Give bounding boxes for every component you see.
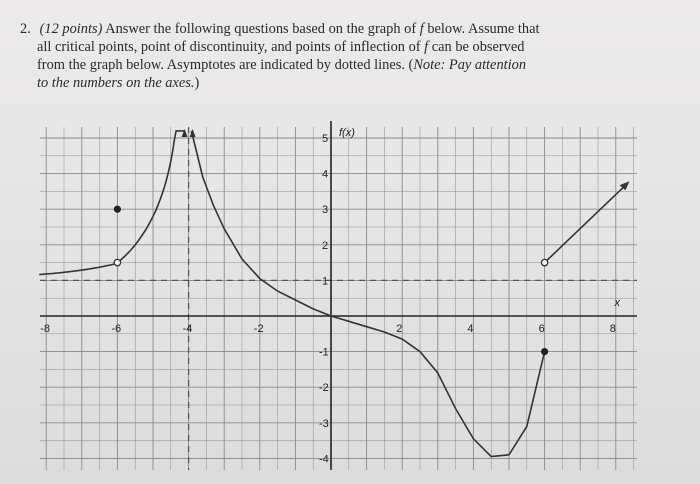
open-point [114, 259, 120, 265]
question-number: 2. [20, 21, 31, 37]
curve-left-branch [39, 131, 185, 275]
question-text-1: Answer the following questions based on the graph of [102, 21, 420, 37]
question-line2-a: all critical points, point of discontinuity, and points of inflection of [37, 39, 425, 55]
x-tick-label: 8 [609, 323, 616, 335]
y-tick-label: 1 [322, 275, 329, 288]
x-tick-label: -8 [40, 323, 50, 335]
closed-point [114, 206, 121, 213]
question-note: Note: Pay attention [413, 57, 527, 73]
closed-point [541, 348, 548, 355]
x-tick-label: -4 [182, 323, 193, 335]
asymptotes [40, 127, 637, 470]
graph-grid [40, 127, 637, 470]
function-f-2: f [424, 39, 429, 55]
x-tick-label: 4 [467, 323, 474, 335]
function-label: f(x) [339, 127, 355, 139]
y-tick-label: 3 [322, 204, 329, 217]
y-tick-label: 2 [322, 239, 329, 252]
x-tick-label: 6 [538, 323, 545, 335]
y-tick-label: 5 [322, 133, 329, 145]
curve-right-segment [545, 184, 627, 262]
asymptote-arrowhead-icon [190, 129, 196, 137]
question-line4: to the numbers on the axes. [37, 75, 195, 91]
y-tick-label: -3 [319, 417, 329, 430]
function-f-1: f [419, 21, 424, 37]
y-tick-label: -2 [319, 382, 329, 395]
question-line3-a: from the graph below. Asymptotes are indicated by dotted lines. ( [37, 57, 414, 73]
question-text-2: below. Assume that [423, 21, 540, 37]
question-line2-b: can be observed [428, 39, 525, 55]
curve-middle-branch [191, 131, 544, 457]
x-axis-label: x [614, 297, 620, 309]
x-tick-label: -6 [111, 323, 122, 335]
question-close: ) [194, 75, 200, 91]
y-tick-label: -4 [319, 453, 329, 466]
y-tick-label: 4 [322, 168, 329, 181]
x-tick-label: 2 [396, 323, 403, 335]
open-point [541, 259, 547, 265]
function-curve [39, 129, 629, 457]
question-points: (12 points) [39, 21, 103, 37]
x-tick-label: -2 [253, 323, 264, 335]
y-tick-label: -1 [319, 346, 329, 359]
